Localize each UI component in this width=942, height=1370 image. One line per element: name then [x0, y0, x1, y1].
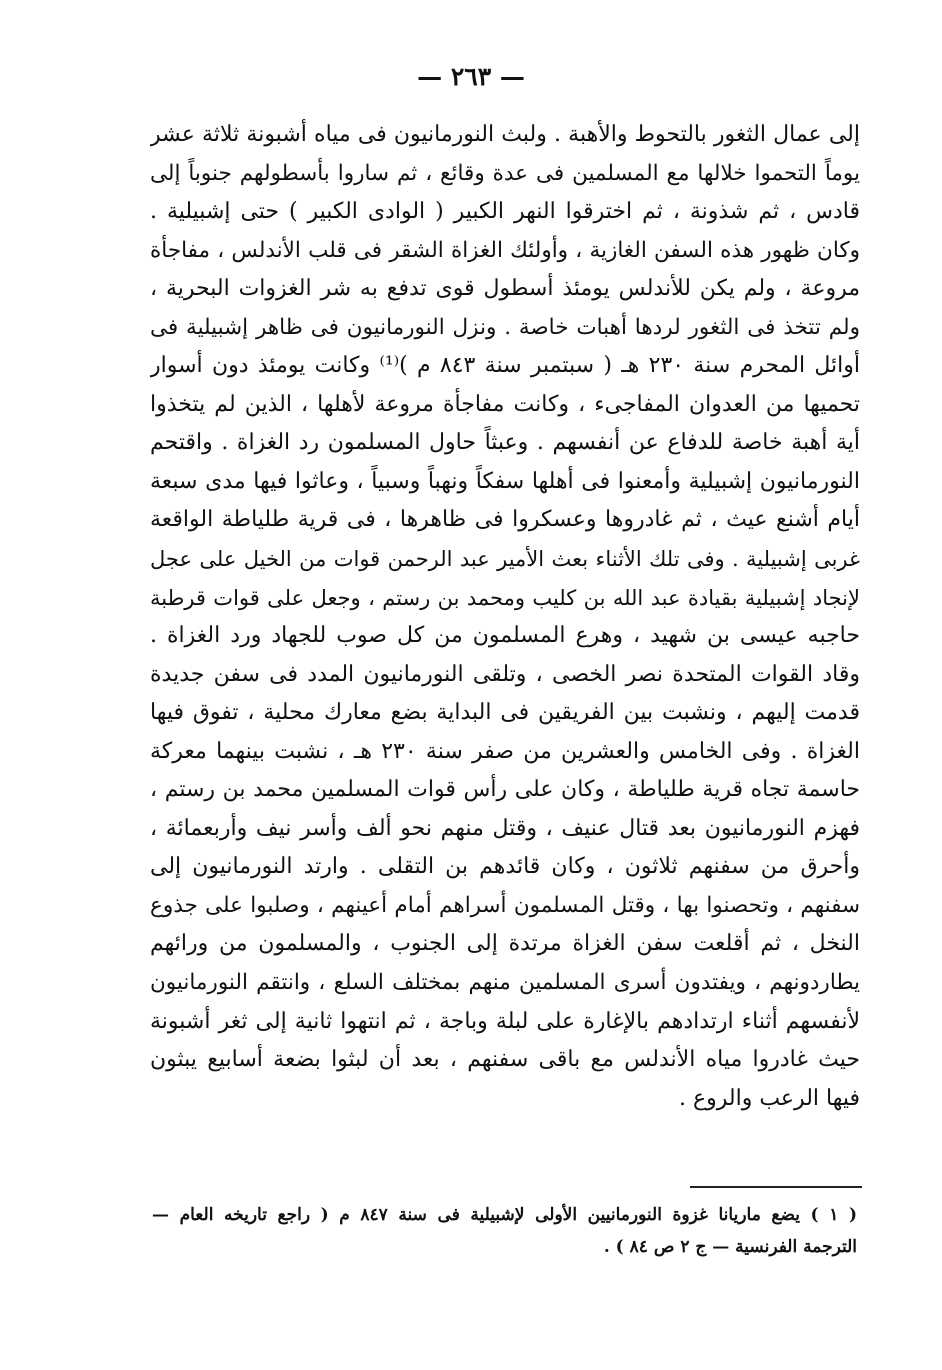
- text-line: حاسمة تجاه قرية طلياطة ، وكان على رأس قوات المسلمين محمد بن رستم ،: [150, 777, 860, 803]
- footnote-line: ( ١ ) يضع ماريانا غزوة النورمانيين الأولى لإشبيلية فى سنة ٨٤٧ م ( راجع تاريخه العام —: [152, 1205, 857, 1225]
- text-line: لإنجاد إشبيلية بقيادة عبد الله بن كليب ومحمد بن رستم ، وجعل على قوات قرطبة: [150, 585, 860, 610]
- text-line: إلى عمال الثغور بالتحوط والأهبة . ولبث النورمانيون فى مياه أشبونة ثلاثة عشر: [150, 122, 860, 147]
- text-line: النخل ، ثم أقلعت سفن الغزاة مرتدة إلى الجنوب ، والمسلمون من ورائهم: [150, 931, 860, 957]
- text-line: النورمانيون إشبيلية وأمعنوا فى أهلها سفكاً ونهباً وسبياً ، وعاثوا فيها مدى سبعة: [150, 468, 860, 494]
- text-line: يوماً التحموا خلالها مع المسلمين فى عدة وقائع ، ثم ساروا بأسطولهم جنوباً إلى: [150, 160, 860, 186]
- text-line: أوائل المحرم سنة ٢٣٠ هـ ( سبتمبر سنة ٨٤٣ م )⁽¹⁾ وكانت يومئذ دون أسوار: [150, 353, 860, 379]
- text-line: وكان ظهور هذه السفن الغازية ، وأولئك الغزاة الشقر فى قلب الأندلس ، مفاجأة: [150, 237, 860, 263]
- text-line: لأنفسهم أثناء ارتدادهم بالإغارة على لبلة وباجة ، ثم انتهوا ثانية إلى ثغر أشبونة: [150, 1008, 860, 1034]
- text-line: أيام أشنع عيث ، ثم غادروها وعسكروا فى ظاهرها ، فى قرية طلياطة الواقعة: [150, 507, 860, 533]
- text-line: أية أهبة خاصة للدفاع عن أنفسهم . وعبثاً حاول المسلمون رد الغزاة . واقتحم: [150, 430, 860, 456]
- text-line: تحميها من العدوان المفاجىء ، وكانت مفاجأة مروعة لأهلها ، الذين لم يتخذوا: [150, 391, 860, 417]
- text-line: مروعة ، ولم يكن للأندلس يومئذ أسطول قوى تدفع به شر الغزوات البحرية ،: [150, 276, 860, 302]
- page-number: — ٢٦٣ —: [417, 62, 525, 91]
- text-line: قدمت إليهم ، ونشبت بين الفريقين فى البداية بضع معارك محلية ، تفوق فيها: [150, 700, 860, 726]
- footnote-separator-rule: [690, 1186, 862, 1188]
- text-line: سفنهم ، وتحصنوا بها ، وقتل المسلمون أسراهم أمام أعينهم ، وصلبوا على جذوع: [150, 892, 860, 918]
- text-line: فيها الرعب والروع .: [679, 1085, 860, 1111]
- text-line: غربى إشبيلية . وفى تلك الأثناء بعث الأمير عبد الرحمن قوات من الخيل على عجل: [150, 547, 860, 572]
- text-line: الغزاة . وفى الخامس والعشرين من صفر سنة ٢٣٠ هـ ، نشبت بينهما معركة: [150, 738, 860, 764]
- text-line: حاجبه عيسى بن شهيد ، وهرع المسلمون من كل صوب للجهاد ورد الغزاة .: [150, 623, 860, 649]
- text-line: قادس ، ثم شذونة ، ثم اخترقوا النهر الكبير ( الوادى الكبير ) حتى إشبيلية .: [150, 199, 860, 225]
- body-text: [150, 116, 860, 1118]
- text-line: وقاد القوات المتحدة نصر الخصى ، وتلقى النورمانيون المدد فى سفن جديدة: [150, 661, 860, 687]
- text-line: حيث غادروا مياه الأندلس مع باقى سفنهم ، بعد أن لبثوا بضعة أسابيع يبثون: [150, 1047, 860, 1073]
- text-line: فهزم النورمانيون بعد قتال عنيف ، وقتل منهم نحو ألف وأسر نيف وأربعمائة ،: [150, 815, 860, 841]
- text-line: وأحرق من سفنهم ثلاثون ، وكان قائدهم بن التقلى . وارتد النورمانيون إلى: [150, 854, 860, 880]
- text-line: ولم تتخذ فى الثغور لردها أهبات خاصة . ونزل النورمانيون فى ظاهر إشبيلية فى: [150, 314, 860, 340]
- text-line: يطاردونهم ، ويفتدون أسرى المسلمين منهم بمختلف السلع ، وانتقم النورمانيون: [150, 970, 860, 996]
- footnote-line: الترجمة الفرنسية — ج ٢ ص ٨٤ ) .: [603, 1237, 857, 1257]
- footnotes: [152, 1199, 857, 1263]
